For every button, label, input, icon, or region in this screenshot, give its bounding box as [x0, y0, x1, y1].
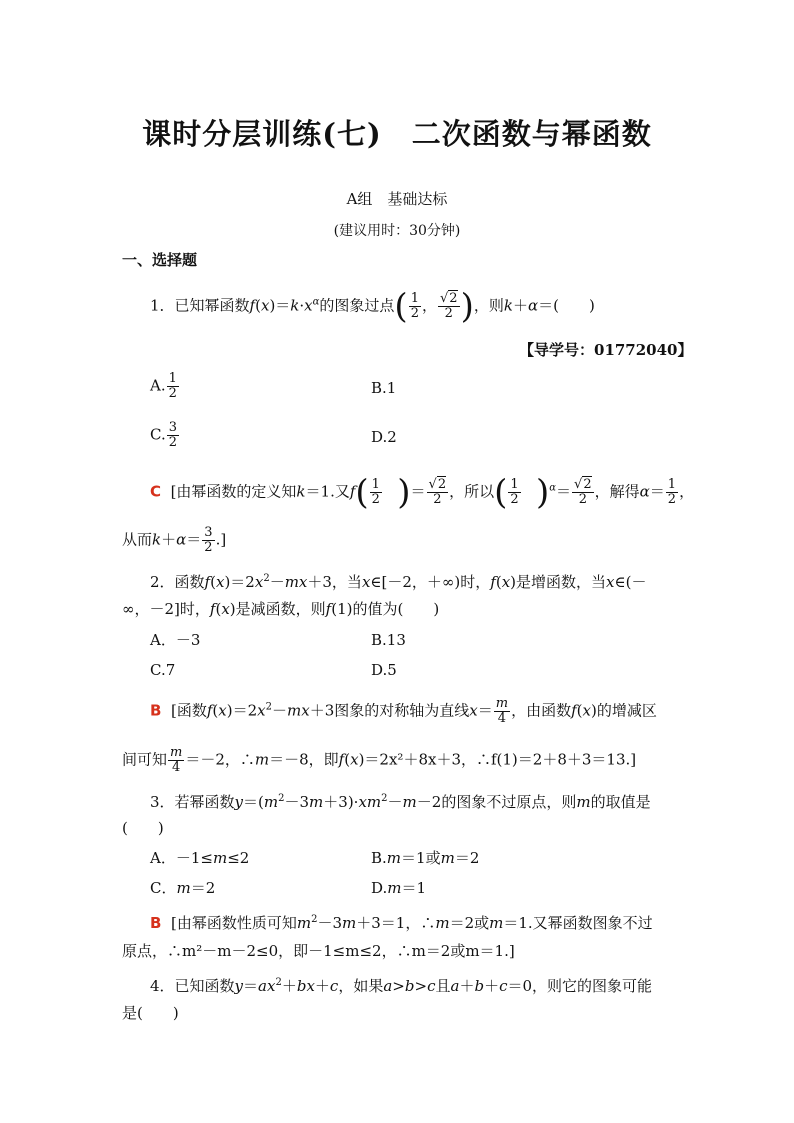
q1-stem-a: 1．已知幂函数 [150, 296, 250, 315]
q3-option-a: A．－1≤m≤2 [150, 849, 250, 867]
page-title: 课时分层训练(七) 二次函数与幂函数 [142, 117, 652, 151]
q2-option-c: C.7 [150, 661, 176, 679]
q1-stem-b: 的图象过点 [319, 296, 395, 315]
section-heading: 一、选择题 [122, 251, 198, 269]
q3-answer: B [由幂函数性质可知$m^2-3m+3=1$，∴m＝2或m＝1.又幂函数图象不过 [150, 914, 653, 932]
q2-option-d: D.5 [371, 661, 397, 679]
q3-answer-line-2: 原点，∴m²－m－2≤0，即－1≤m≤2，∴m＝2或m＝1.] [122, 942, 515, 960]
q3-option-c: C．m＝2 [150, 879, 216, 897]
q1-stem-c: ，则 [473, 296, 504, 315]
guide-number: 【导学号：01772040】 [519, 341, 693, 359]
group-heading: A组 基础达标 [346, 190, 448, 208]
q2-option-b: B.13 [371, 631, 406, 649]
q3-option-b: B.m＝1或m＝2 [371, 849, 480, 867]
q1-option-b: B.1 [371, 379, 397, 397]
q2-answer-line-2: 间可知 $\frac{m}{4}$ ＝－2，∴m＝－8，即f(x)＝2x²＋8x＋3，∴f(1)＝2＋8＋3＝13.] [122, 745, 637, 775]
q1-answer-letter: C [150, 482, 162, 501]
q1-option-a: A. $\frac{1}{2}$ [150, 371, 177, 401]
question-3-stem-line-2: ( ) [122, 819, 164, 837]
q2-option-a: A．－3 [150, 631, 201, 649]
question-2-stem-line-2: ∞，－2]时，f(x)是减函数，则f(1)的值为( ) [122, 600, 440, 618]
q1-option-c: C. $\frac{3}{2}$ [150, 420, 177, 450]
question-3-stem: 3．若幂函数$y=(m^2-3m+3)\cdot xm^2-m-2$的图象不过原点，则m的取值是 [150, 793, 651, 811]
question-4-stem: 4．已知函数$y=ax^2+bx+c$，如果a>b>c且a＋b＋c＝0，则它的图象可能 [150, 977, 653, 995]
q1-stem-d: ＝( ) [538, 296, 595, 315]
question-1-stem: 1．已知幂函数$f(x)=k\cdot x^\alpha$的图象过点( $\frac{1}{2}$ ， $\frac{√2}{2}$ )，则k＋α＝( ) [150, 286, 595, 327]
question-4-stem-line-2: 是( ) [122, 1004, 179, 1022]
q1-answer-line-2: 从而k＋α＝ $\frac{3}{2}$ .] [122, 525, 227, 555]
time-note: (建议用时：30分钟) [333, 223, 461, 239]
q2-answer-letter: B [150, 701, 162, 720]
q2-answer: B [函数$f(x)=2x^2-mx+3$图象的对称轴为直线x＝ $\frac{m}{4}$ ，由函数f(x)的增减区 [150, 696, 657, 726]
question-2-stem: 2．函数$f(x)=2x^2-mx+3$，当x∈[－2，＋∞)时，f(x)是增函数，当x∈(－ [150, 573, 647, 591]
q3-option-d: D.m＝1 [371, 879, 427, 897]
q1-answer: C [由幂函数的定义知k＝1.又f( $\frac{1}{2}$ )＝ $\frac{√2}{2}$ ，所以( $\frac{1}{2}$ )$^\alpha$＝ $\frac{√2}{2}$ ，解得α＝ $\frac{1}{2}$ ， [150, 472, 695, 513]
q1-option-d: D.2 [371, 428, 397, 446]
q3-answer-letter: B [150, 914, 162, 932]
